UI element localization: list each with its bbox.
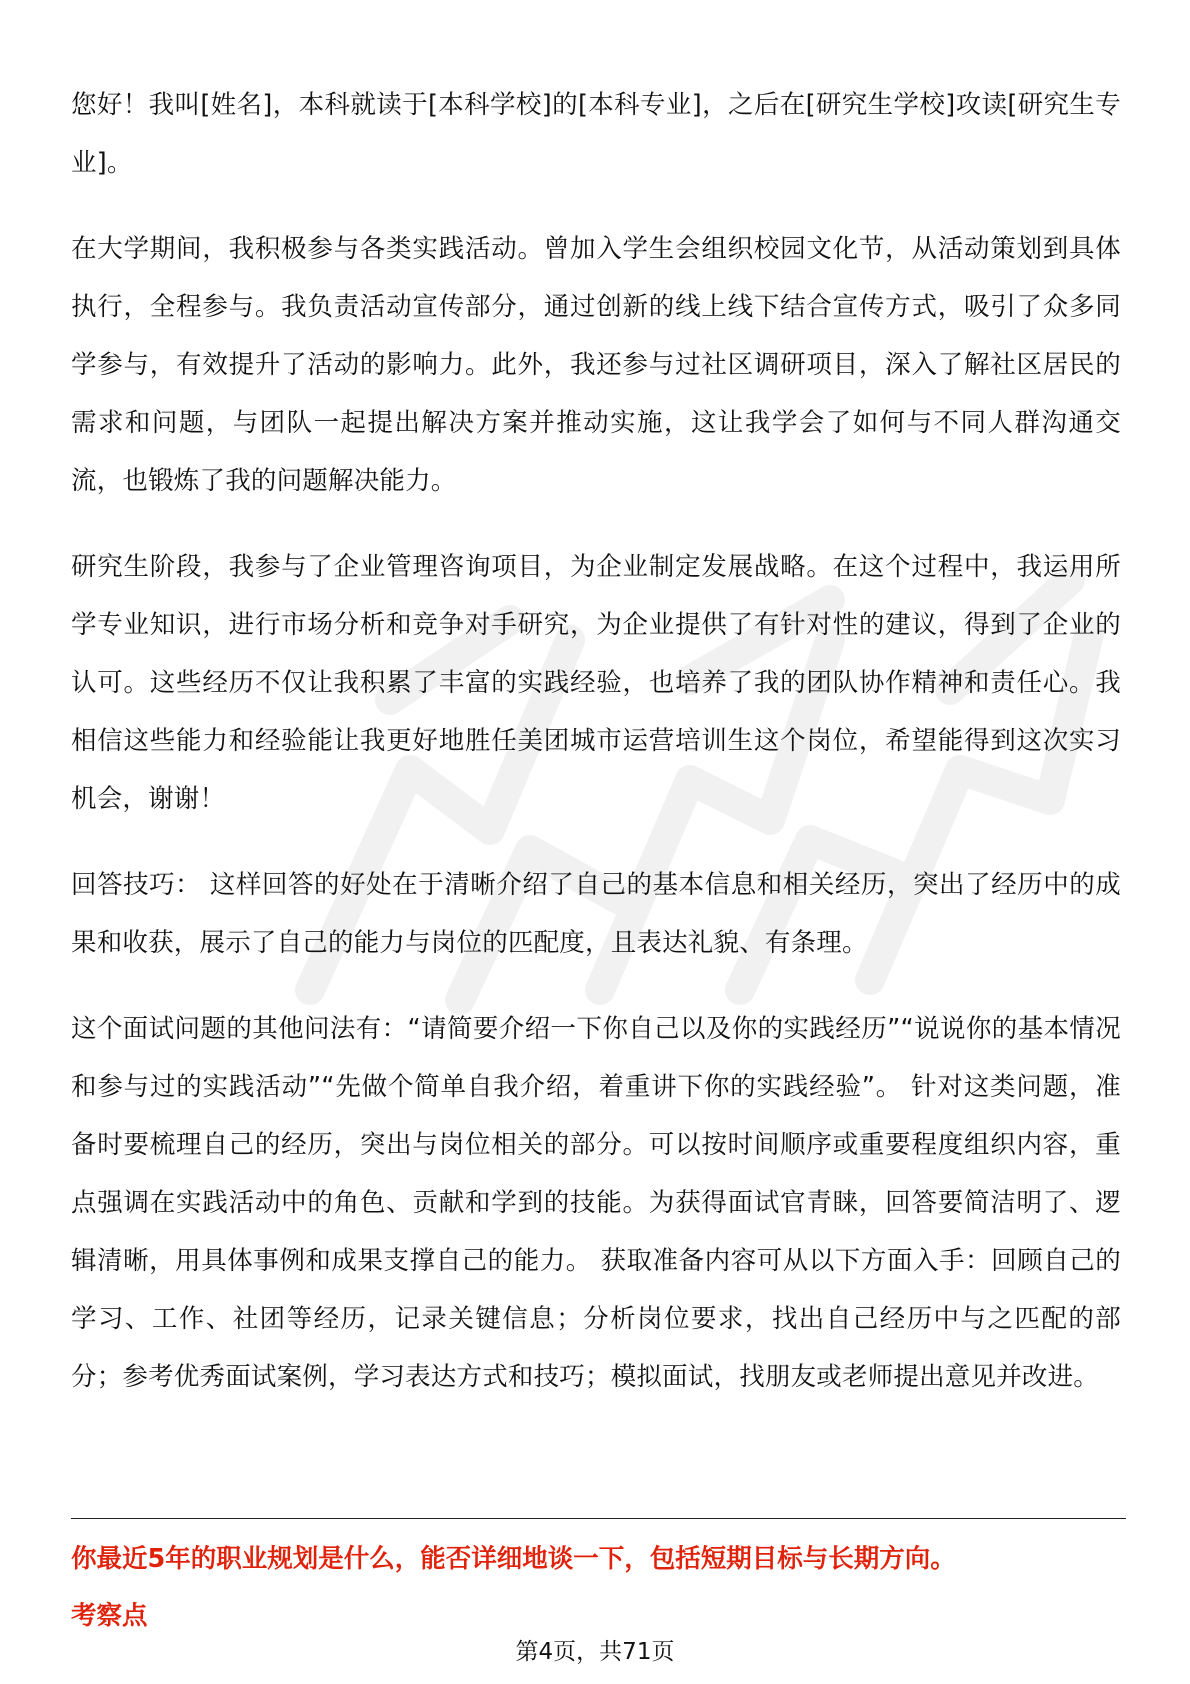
page-number-footer: 第4页，共71页 [515, 1639, 675, 1665]
alternative-questions-paragraph: 这个面试问题的其他问法有：“请简要介绍一下你自己以及你的实践经历”“说说你的基本情况和参与过的实践活动”“先做个简单自我介绍，着重讲下你的实践经验”。 针对这类问题，准备时要梳理自己的经历，突出与岗位相关的部分。可以按时间顺序或重要程度组织内容，重点强调在实践活动中的角色、贡献和学到的技能。为获得面试官青睐，回答要简洁明了、逻辑清晰，用具体事例和成果支撑自己的能力。 获取准备内容可从以下方面入手：回顾自己的学习、工作、社团等经历，记录关键信息；分析岗位要求，找出自己经历中与之匹配的部分；参考优秀面试案例，学习表达方式和技巧；模拟面试，找朋友或老师提出意见并改进。 [71, 1014, 1121, 1392]
university-experience-paragraph: 在大学期间，我积极参与各类实践活动。曾加入学生会组织校园文化节，从活动策划到具体执行，全程参与。我负责活动宣传部分，通过创新的线上线下结合宣传方式，吸引了众多同学参与，有效提升了活动的影响力。此外，我还参与过社区调研项目，深入了解社区居民的需求和问题，与团队一起提出解决方案并推动实施，这让我学会了如何与不同人群沟通交流，也锻炼了我的问题解决能力。 [71, 234, 1121, 496]
main-content [71, 76, 1121, 1434]
section-divider [71, 1518, 1126, 1519]
intro-paragraph: 您好！我叫[姓名]，本科就读于[本科学校]的[本科专业]，之后在[研究生学校]攻读[研究生专业]。 [71, 90, 1121, 178]
next-interview-question: 你最近5年的职业规划是什么，能否详细地谈一下，包括短期目标与长期方向。 [71, 1544, 956, 1574]
assessment-points-heading: 考察点 [71, 1601, 148, 1631]
answer-tips-paragraph: 回答技巧： 这样回答的好处在于清晰介绍了自己的基本信息和相关经历，突出了经历中的成果和收获，展示了自己的能力与岗位的匹配度，且表达礼貌、有条理。 [71, 870, 1121, 958]
graduate-experience-paragraph: 研究生阶段，我参与了企业管理咨询项目，为企业制定发展战略。在这个过程中，我运用所学专业知识，进行市场分析和竞争对手研究，为企业提供了有针对性的建议，得到了企业的认可。这些经历不仅让我积累了丰富的实践经验，也培养了我的团队协作精神和责任心。我相信这些能力和经验能让我更好地胜任美团城市运营培训生这个岗位，希望能得到这次实习机会，谢谢！ [71, 552, 1121, 814]
